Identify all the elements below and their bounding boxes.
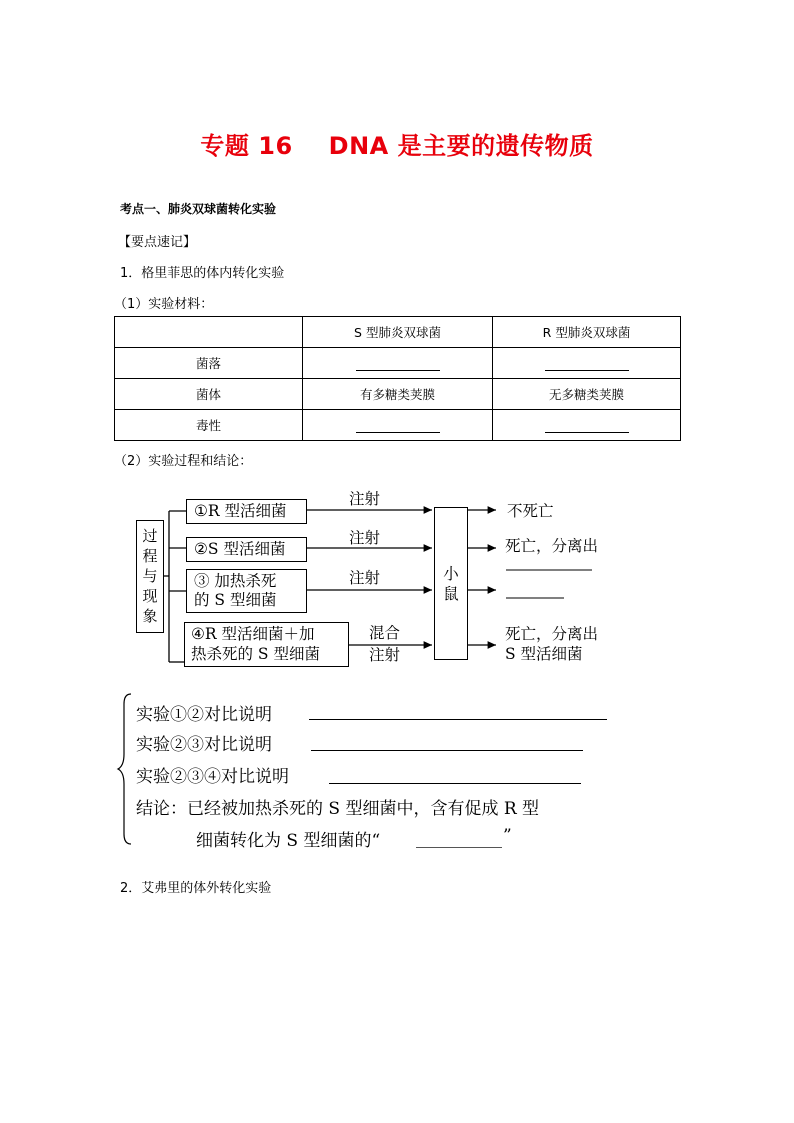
answer-blank — [416, 847, 502, 848]
group-4-box: ④R 型活细菌＋加 热杀死的 S 型细菌 — [184, 622, 349, 667]
action-label: 混合 — [369, 624, 401, 642]
group-1-box: ①R 型活细菌 — [186, 499, 307, 524]
result-label: 死亡，分离出 — [505, 625, 599, 643]
table-row — [115, 348, 681, 379]
row-label: 菌落 — [115, 348, 303, 379]
table-header-cell: S 型肺炎双球菌 — [303, 317, 493, 348]
table-cell: 无多糖类荚膜 — [493, 379, 681, 410]
conclusion-line-4: 结论：已经被加热杀死的 S 型细菌中，含有促成 R 型 — [136, 799, 540, 819]
group-2-box: ②S 型活细菌 — [186, 537, 307, 562]
sub-heading-process: （2）实验过程和结论： — [114, 454, 253, 469]
key-points-label: 【要点速记】 — [118, 235, 197, 250]
result-label: 死亡，分离出 — [505, 537, 599, 555]
table-row — [115, 410, 681, 441]
action-label: 注射 — [349, 529, 381, 547]
item-2-heading: 2．艾弗里的体外转化实验 — [120, 881, 272, 896]
row-label: 菌体 — [115, 379, 303, 410]
conclusion-line-5: 细菌转化为 S 型细菌的“ — [196, 831, 381, 851]
sub-heading-materials: （1）实验材料： — [114, 297, 214, 312]
answer-blank — [545, 418, 629, 433]
fill-blank-cell — [303, 410, 493, 441]
answer-blank — [329, 783, 581, 784]
conclusion-line-1: 实验①②对比说明 — [136, 705, 272, 725]
title-prefix: 专题 16 — [200, 132, 293, 160]
section-heading: 考点一、肺炎双球菌转化实验 — [120, 202, 277, 216]
mouse-box: 小 鼠 — [434, 507, 468, 660]
answer-blank — [356, 418, 440, 433]
process-phenomenon-label: 过 程 与 现 象 — [136, 520, 164, 633]
action-label: 注射 — [369, 646, 401, 664]
answer-blank — [356, 356, 440, 371]
table-cell: 有多糖类荚膜 — [303, 379, 493, 410]
item-1-heading: 1．格里菲思的体内转化实验 — [120, 266, 285, 281]
materials-table — [114, 316, 681, 441]
table-header-cell: R 型肺炎双球菌 — [493, 317, 681, 348]
action-label: 注射 — [349, 490, 381, 508]
conclusion-close-quote: ” — [503, 826, 512, 846]
result-label: 不死亡 — [507, 502, 554, 520]
title-main: DNA 是主要的遗传物质 — [328, 132, 594, 160]
page-title — [0, 126, 794, 161]
answer-blank — [309, 719, 607, 720]
table-row — [115, 379, 681, 410]
row-label: 毒性 — [115, 410, 303, 441]
fill-blank-cell — [493, 348, 681, 379]
table-header-cell — [115, 317, 303, 348]
table-header-row — [115, 317, 681, 348]
answer-blank — [311, 750, 583, 751]
fill-blank-cell — [493, 410, 681, 441]
result-label: S 型活细菌 — [505, 645, 583, 663]
answer-blank — [545, 356, 629, 371]
brace-icon — [116, 690, 136, 848]
fill-blank-cell — [303, 348, 493, 379]
group-3-box: ③ 加热杀死 的 S 型细菌 — [186, 569, 307, 613]
action-label: 注射 — [349, 569, 381, 587]
conclusion-line-2: 实验②③对比说明 — [136, 735, 272, 755]
conclusion-line-3: 实验②③④对比说明 — [136, 767, 289, 787]
